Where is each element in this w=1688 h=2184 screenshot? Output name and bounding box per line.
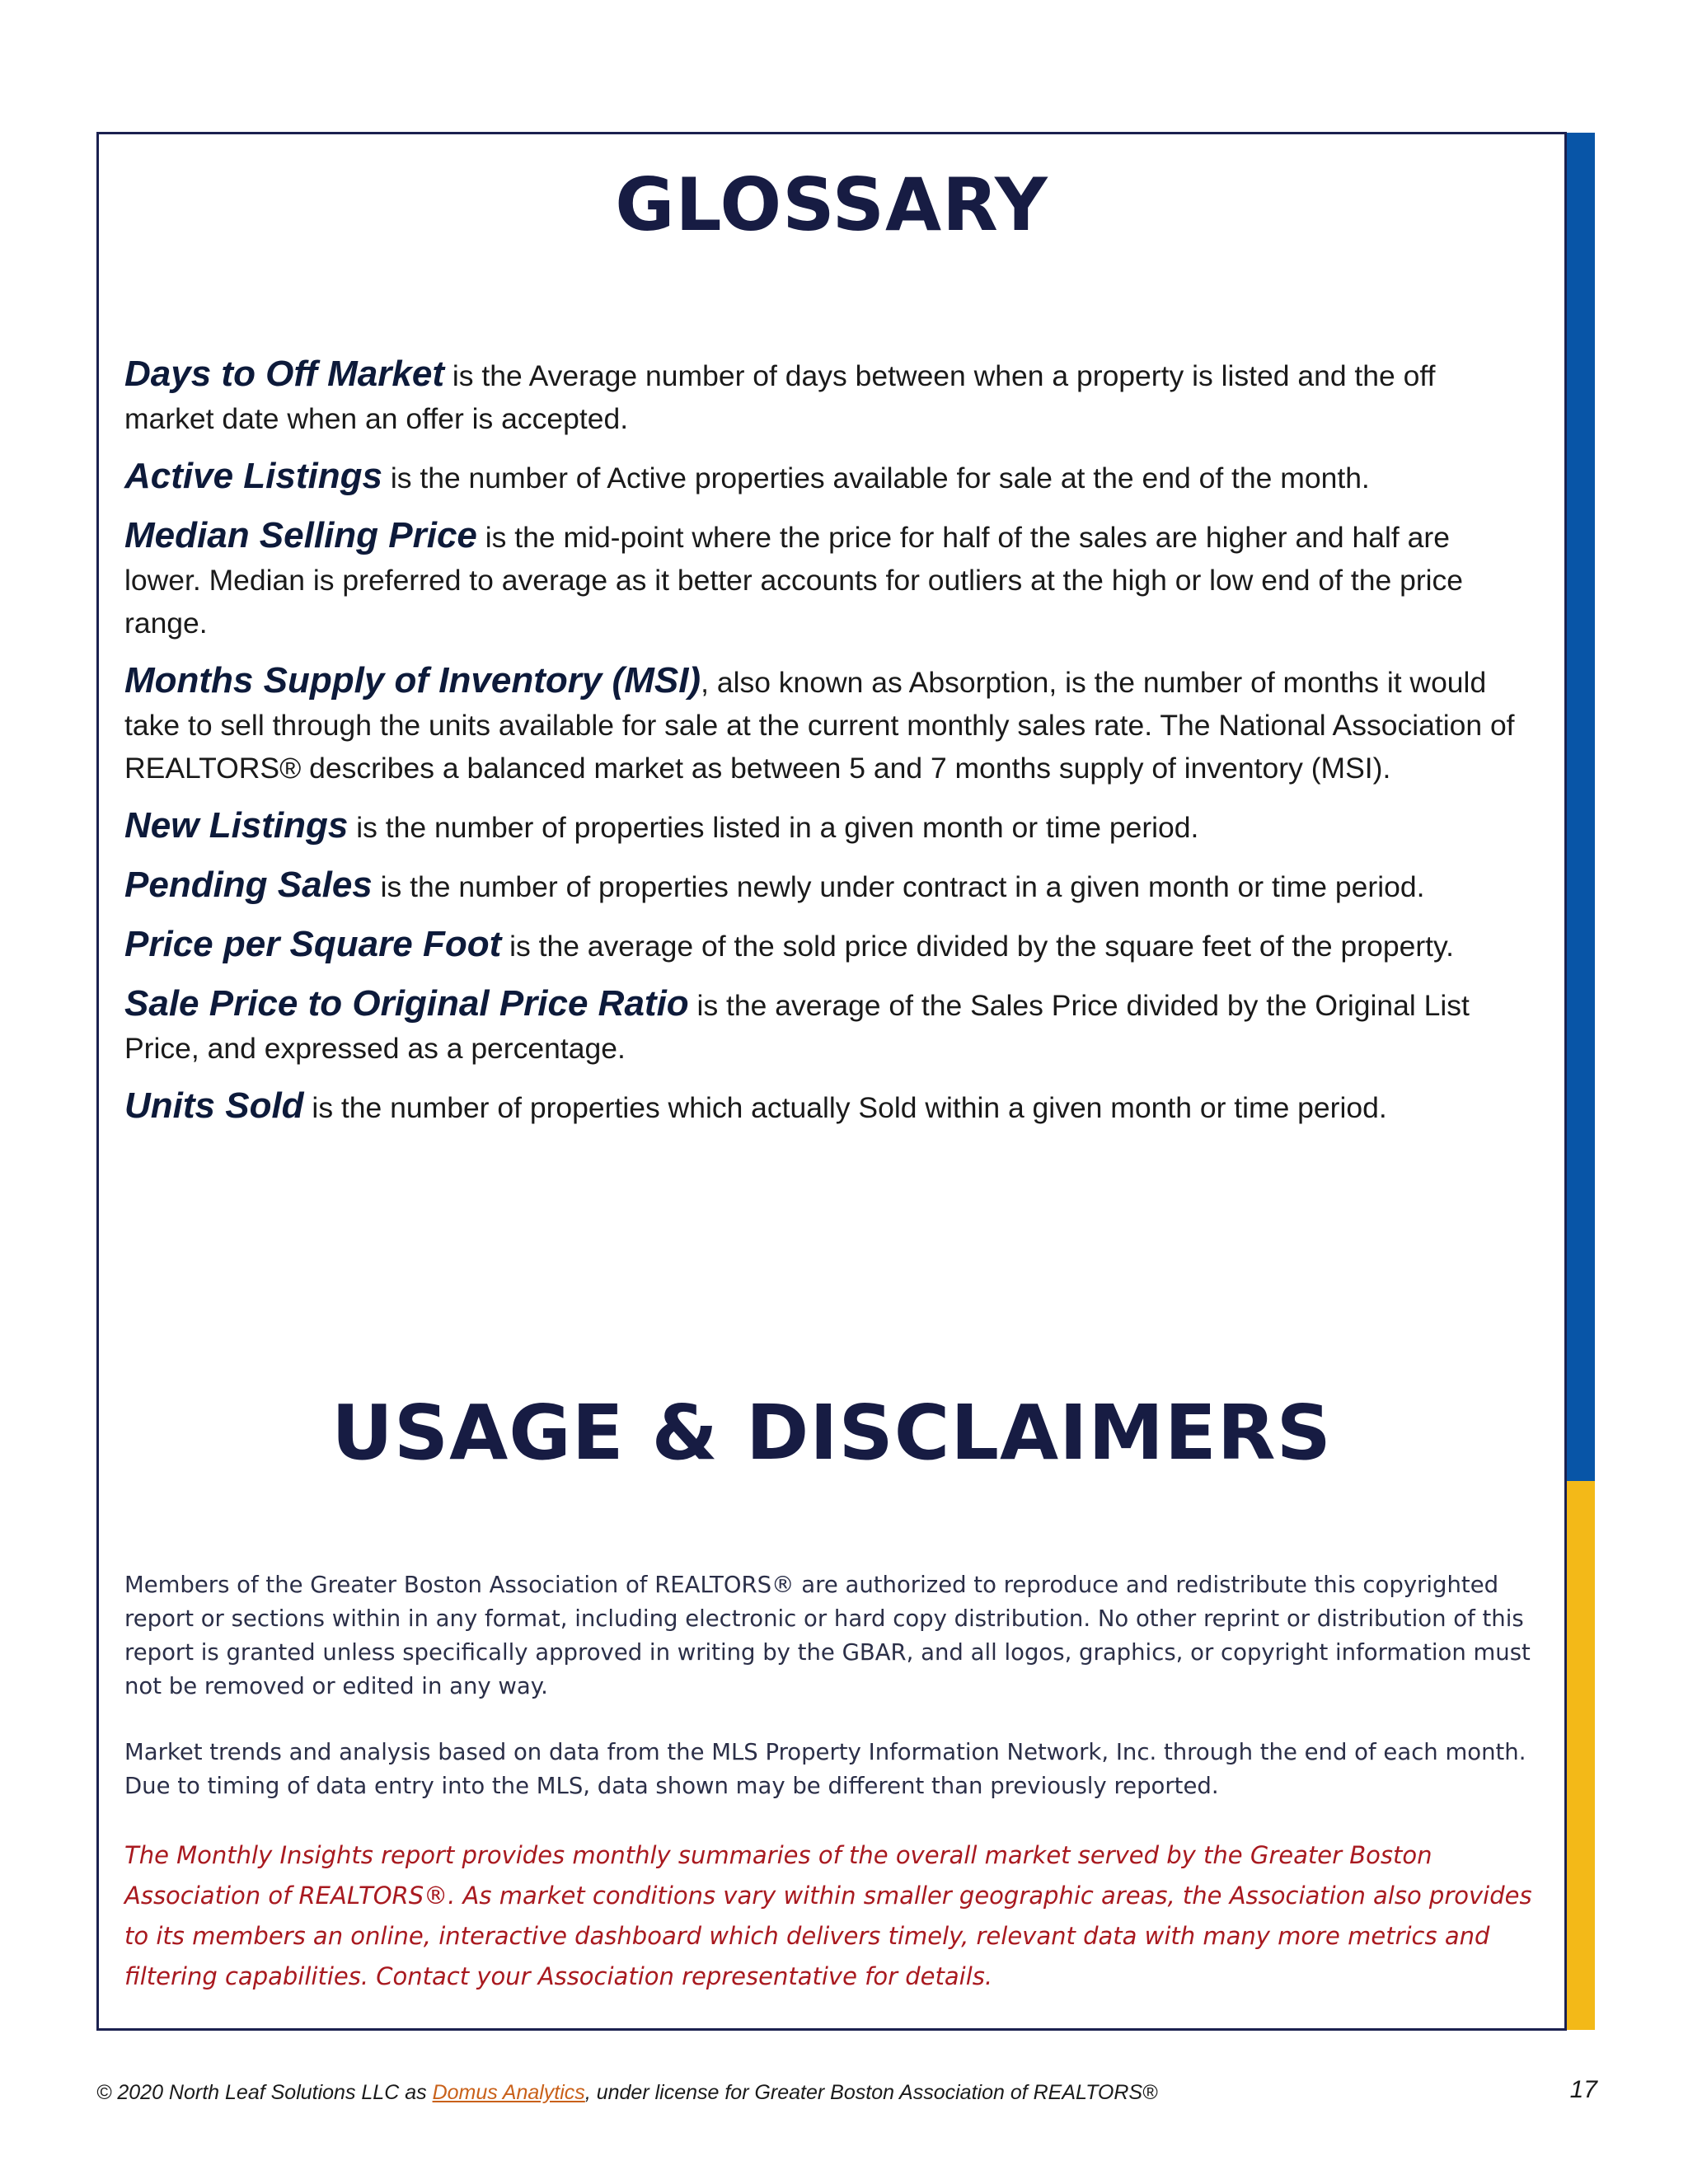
glossary-definition: is the number of properties newly under contract in a given month or time period. [372, 870, 1425, 903]
glossary-term: Pending Sales [124, 865, 373, 905]
glossary-definition: is the average of the Sales Price divided by the Original List Price, and expressed as a percentage. [124, 989, 1470, 1065]
glossary-entry [124, 1085, 1526, 1129]
glossary-term: Days to Off Market [124, 354, 444, 394]
glossary-definition: is the number of properties listed in a given month or time period. [348, 811, 1199, 844]
glossary-list [124, 353, 1526, 1144]
glossary-entry [124, 864, 1526, 908]
glossary-entry [124, 353, 1526, 440]
usage-paragraph-reproduction: Members of the Greater Boston Association of REALTORS® are authorized to reproduce and redistribute this copyrighted report or sections within in any format, including electronic or hard copy distribution. No other reprint or distribution of this report is granted unless specifically approved in writing by the GBAR, and all logos, graphics, or copyright information must not be removed or edited in any way. [124, 1572, 1531, 1699]
glossary-definition: is the average of the sold price divided by the square feet of the property. [501, 930, 1454, 963]
glossary-entry [124, 804, 1526, 849]
blue-accent-bar [1564, 133, 1595, 1481]
glossary-term: Active Listings [124, 456, 382, 496]
glossary-entry [124, 982, 1526, 1070]
glossary-entry [124, 514, 1526, 644]
glossary-definition: is the mid-point where the price for half of the sales are higher and half are lower. Median is preferred to average as it better accounts for outliers at the high or low end of the price range. [124, 521, 1464, 640]
glossary-term: Units Sold [124, 1085, 304, 1126]
glossary-definition: is the number of Active properties available for sale at the end of the month. [382, 462, 1370, 494]
glossary-term: Median Selling Price [124, 515, 477, 555]
domus-analytics-link[interactable]: Domus Analytics [432, 2081, 585, 2104]
glossary-entry [124, 455, 1526, 499]
usage-paragraph-market-trends: Market trends and analysis based on data from the MLS Property Information Network, Inc. through the end of each month. Due to timing of data entry into the MLS, data shown may be different than previously reported. [124, 1739, 1526, 1799]
footer-copyright [96, 2081, 1597, 2105]
page-number: 17 [1569, 2076, 1597, 2103]
usage-paragraph-monthly-insights: The Monthly Insights report provides monthly summaries of the overall market served by the Greater Boston Association of REALTORS®. As market conditions vary within smaller geographic areas, the Association also provides to its members an online, interactive dashboard which delivers timely, relevant data with many more metrics and filtering capabilities. Contact your Association representative for details. [124, 1841, 1532, 1990]
content-frame [96, 132, 1567, 2031]
usage-section [124, 1568, 1542, 1997]
glossary-entry [124, 923, 1526, 968]
glossary-term: Sale Price to Original Price Ratio [124, 983, 689, 1024]
glossary-definition: is the Average number of days between when a property is listed and the off market date when an offer is accepted. [124, 359, 1436, 435]
glossary-definition: , also known as Absorption, is the number of months it would take to sell through the units available for sale at the current monthly sales rate. The National Association of REALTORS® describes a balanced market as between 5 and 7 months supply of inventory (MSI). [124, 666, 1515, 785]
footer-suffix: , under license for Greater Boston Association of REALTORS® [584, 2081, 1158, 2104]
glossary-term: Months Supply of Inventory (MSI) [124, 660, 701, 701]
glossary-title: GLOSSARY [615, 162, 1048, 247]
glossary-entry [124, 659, 1526, 790]
glossary-term: Price per Square Foot [124, 924, 502, 964]
glossary-definition: is the number of properties which actually Sold within a given month or time period. [303, 1091, 1387, 1124]
footer-prefix: © 2020 North Leaf Solutions LLC as [96, 2081, 433, 2104]
usage-disclaimers-title: USAGE & DISCLAIMERS [331, 1389, 1332, 1477]
glossary-term: New Listings [124, 805, 349, 846]
yellow-accent-bar [1564, 1481, 1595, 2030]
